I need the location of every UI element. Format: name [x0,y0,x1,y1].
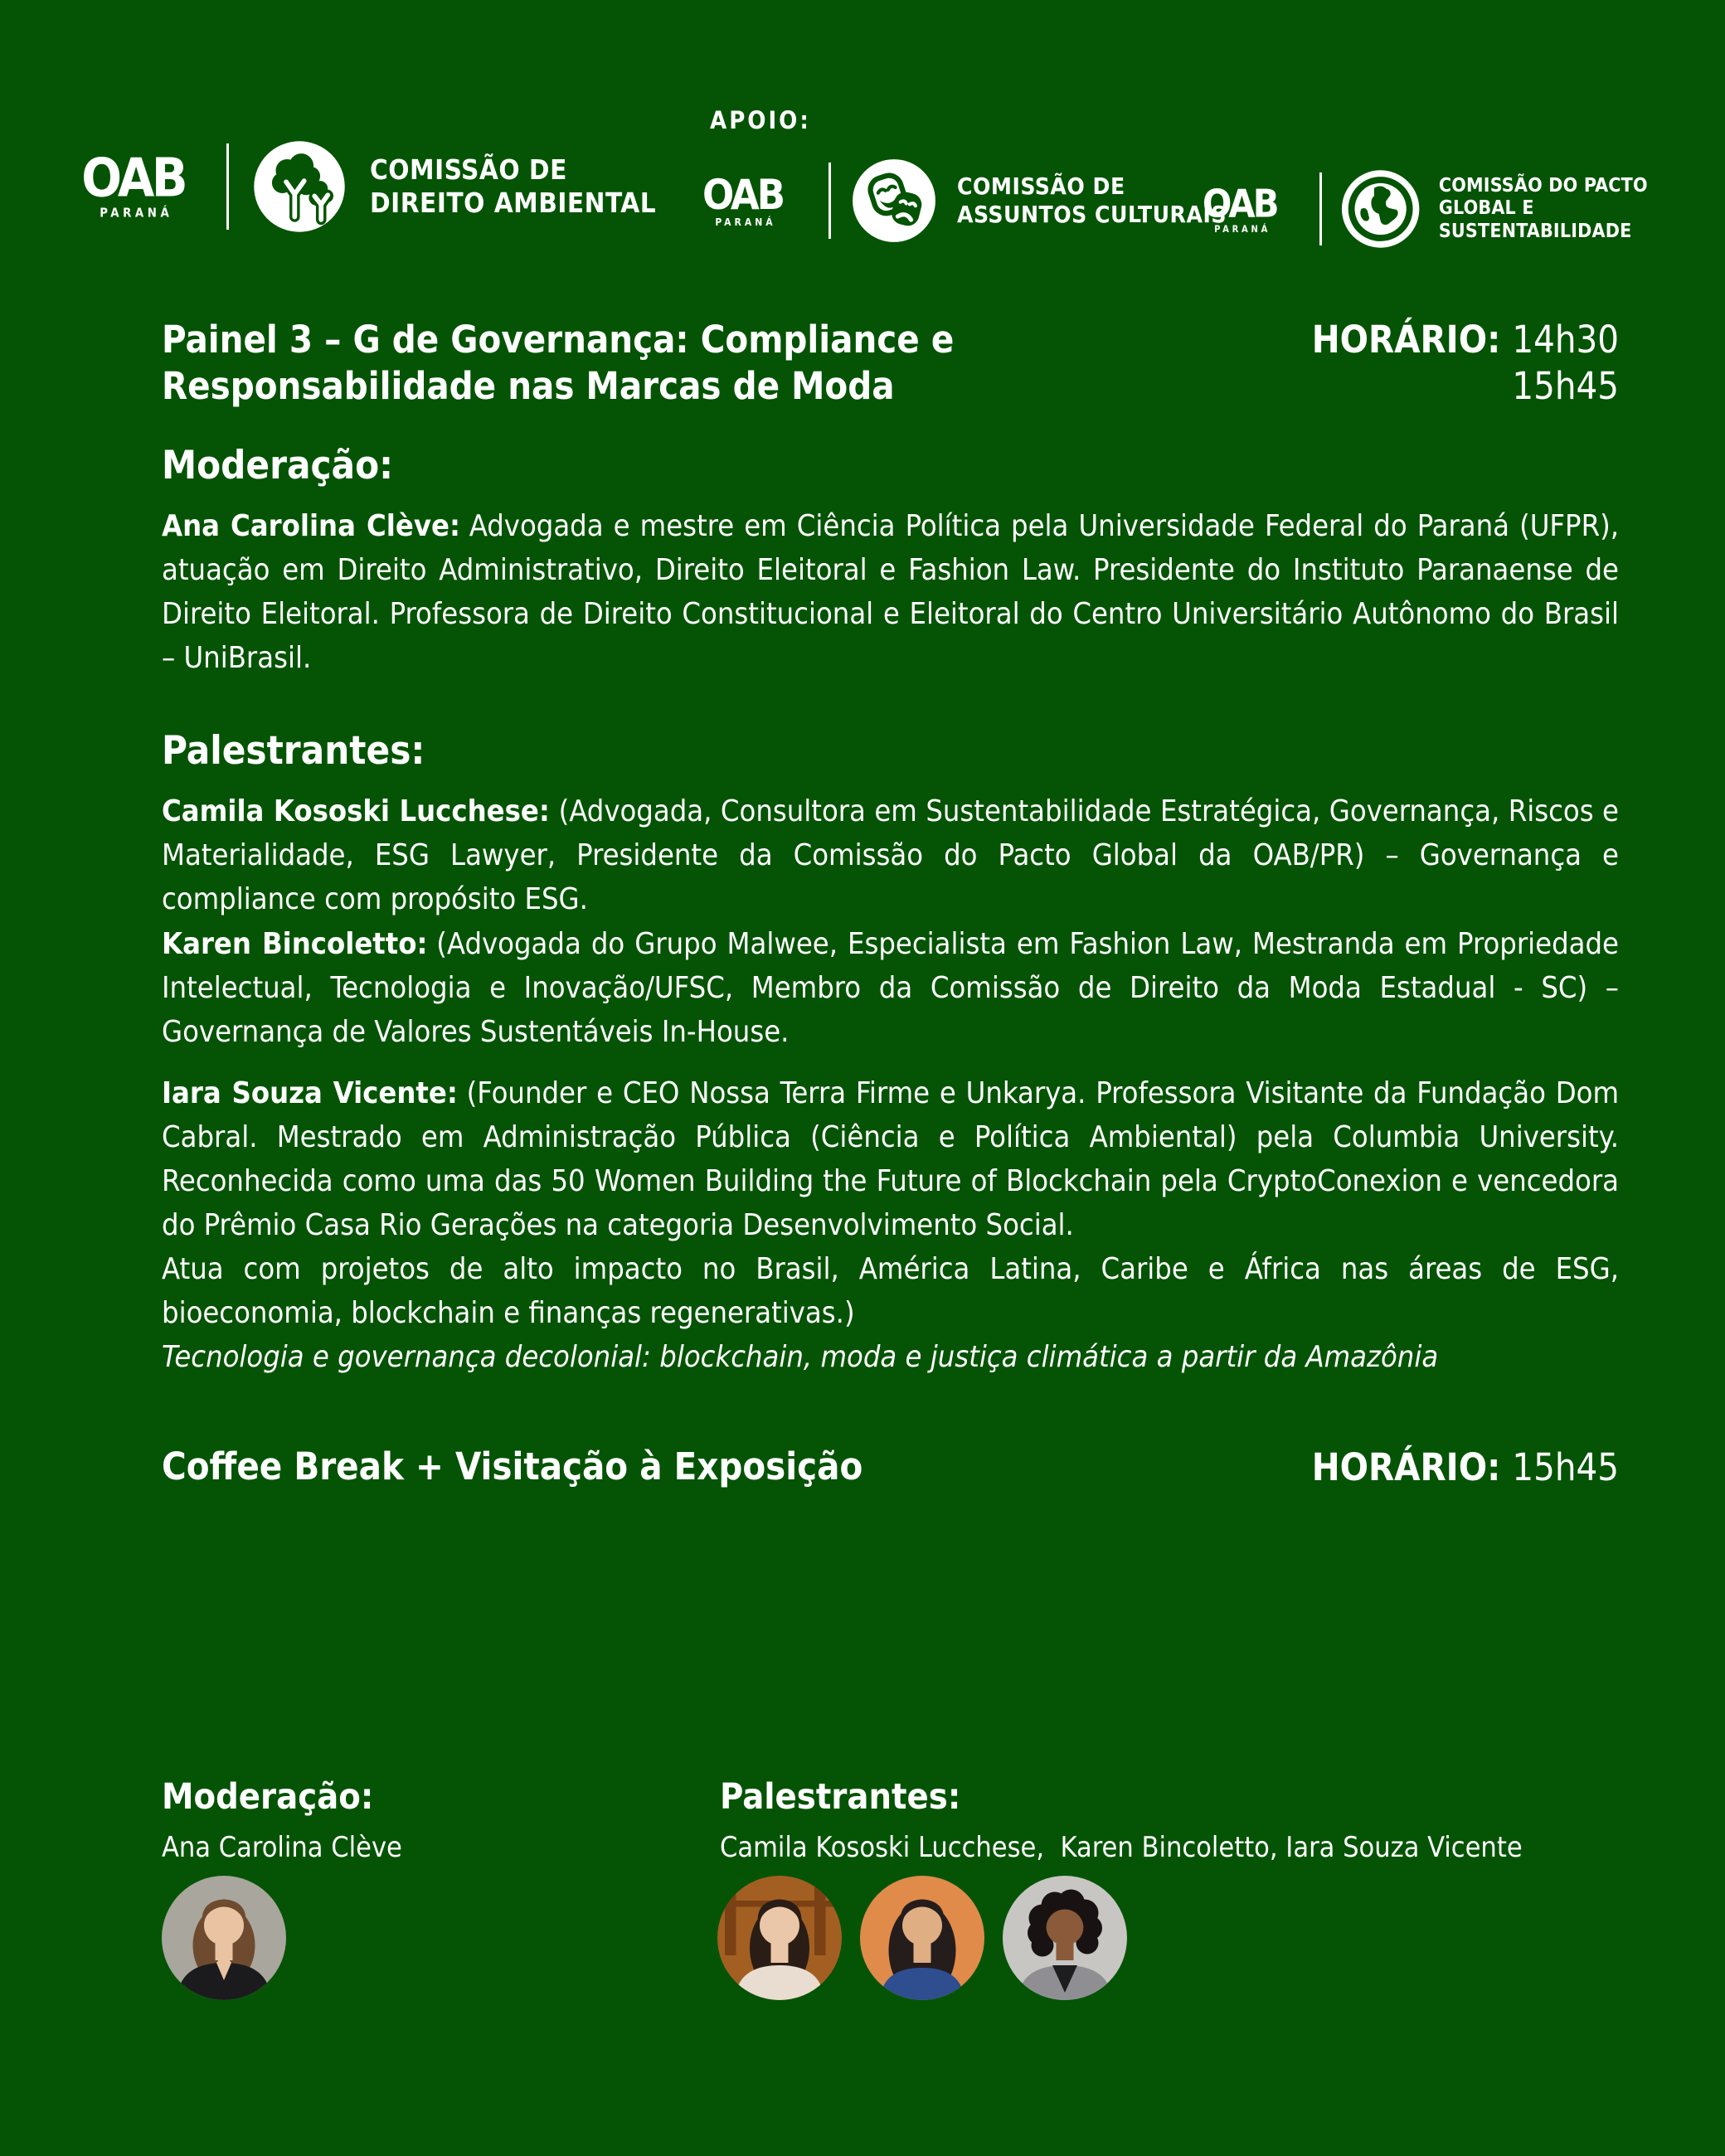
panel-time [1312,317,1619,410]
speaker-bio-paragraph [162,1071,1619,1247]
avatar-iara-souza-vicente [1003,1876,1127,2000]
moderator-bio [162,504,1619,680]
panel-title-line1: Painel 3 – G de Governança: Compliance e [162,318,955,362]
speaker-name: Karen Bincoletto: [162,927,428,961]
oab-wordmark: OAB [81,153,186,210]
apoio-label: APOIO: [710,106,811,134]
moderation-heading: Moderação: [162,443,394,488]
commission-label-line2: DIREITO AMBIENTAL [370,187,657,219]
coffee-break-row [162,1445,1619,1491]
oab-wordmark: OAB [1202,181,1277,226]
speaker-name: Camila Kososki Lucchese: [162,794,550,828]
speaker-bio-karen [162,922,1619,1054]
footer-speakers-names: Camila Kososki Lucchese, Karen Bincoletto, Iara Souza Vicente [720,1831,1523,1864]
time-value: 15h45 [1512,1445,1619,1489]
oab-region-label: PARANÁ [715,216,776,228]
oab-wordmark: OAB [702,171,783,219]
commission-label [1439,175,1725,244]
panel-title [162,317,954,410]
speaker-bio-iara [162,1071,1619,1379]
commission-label [957,172,1227,228]
footer-moderator-name: Ana Carolina Clève [162,1831,402,1864]
oab-parana-logo [79,153,203,221]
avatar-camila-kososki-lucchese [717,1876,842,2000]
commission-label-line1: COMISSÃO DO PACTO [1438,174,1648,197]
speaker-bio-camila [162,789,1619,921]
commission-label-line2: GLOBAL E SUSTENTABILIDADE [1438,197,1632,242]
time-end: 15h45 [1512,363,1619,408]
logo-group-assuntos-culturais [701,158,1227,244]
moderator-name: Ana Carolina Clève: [162,509,460,543]
footer-moderation-heading: Moderação: [162,1776,374,1818]
tree-icon [252,139,347,234]
oab-region-label: PARANÁ [100,206,173,221]
commission-label-line1: COMISSÃO DE [957,172,1125,201]
speakers-heading: Palestrantes: [162,728,425,774]
globe-icon [1340,168,1421,250]
footer-moderation-column [162,1776,402,1864]
footer-speakers-column [720,1776,1523,1864]
oab-parana-logo [1201,180,1301,238]
avatar-ana-carolina-cleve [162,1876,286,2000]
speaker-talk-theme: Tecnologia e governança decolonial: blockchain, moda e justiça climática a partir da Amazônia [162,1340,1439,1374]
oab-parana-logo [701,171,809,231]
speaker-bio-extra: Atua com projetos de alto impacto no Brasil, América Latina, Caribe e África nas áreas de ESG, bioeconomia, blockchain e finanças regenerativas.) [162,1252,1619,1330]
oab-region-label: PARANÁ [1214,223,1271,235]
theater-masks-icon [851,158,937,244]
footer-speakers-heading: Palestrantes: [720,1776,961,1818]
coffee-break-title: Coffee Break + Visitação à Exposição [162,1445,863,1488]
logo-group-pacto-global [1201,168,1725,250]
speaker-name: Iara Souza Vicente: [162,1076,458,1110]
speaker-bio-text: (Advogada, Consultora em Sustentabilidade Estratégica, Governança, Riscos e Materialidade, ESG Lawyer, Presidente da Comissão do Pacto Global da OAB/PR) – Governança e compliance com propósito ESG. [162,794,1619,916]
commission-label [370,153,656,219]
logo-separator [828,163,831,239]
moderator-bio-text: Advogada e mestre em Ciência Política pela Universidade Federal do Paraná (UFPR), atuação em Direito Administrativo, Direito Eleitoral e Fashion Law. Presidente do Instituto Paranaense de Direito Eleitoral. Professora de Direito Constitucional e Eleitoral do Centro Universitário Autônomo do Brasil – UniBrasil. [162,509,1620,675]
speaker-bio-text: (Founder e CEO Nossa Terra Firme e Unkarya. Professora Visitante da Fundação Dom Cabral. Mestrado em Administração Pública (Ciência e Política Ambiental) pela Columbia University. Reconhecida como uma das 50 Women Building the Future of Blockchain pela CryptoConexion e vencedora do Prêmio Casa Rio Gerações na categoria Desenvolvimento Social. [162,1076,1620,1242]
commission-label-line1: COMISSÃO DE [370,153,567,187]
time-label: HORÁRIO: [1311,318,1501,362]
time-start: 14h30 [1512,318,1619,362]
panel-title-line2: Responsabilidade nas Marcas de Moda [162,363,895,408]
panel-header-row [162,317,1619,410]
logo-group-direito-ambiental [79,139,656,234]
speaker-bio-text: (Advogada do Grupo Malwee, Especialista em Fashion Law, Mestranda em Propriedade Intelectual, Tecnologia e Inovação/UFSC, Membro da Comissão de Direito da Moda Estadual - SC) – Governança de Valores Sustentáveis In-House. [162,927,1619,1049]
time-label: HORÁRIO: [1311,1445,1501,1489]
commission-label-line2: ASSUNTOS CULTURAIS [957,201,1227,228]
logo-separator [1319,172,1322,245]
avatar-karen-bincoletto [860,1876,984,2000]
logo-separator [226,143,229,230]
coffee-break-time [1312,1445,1619,1491]
